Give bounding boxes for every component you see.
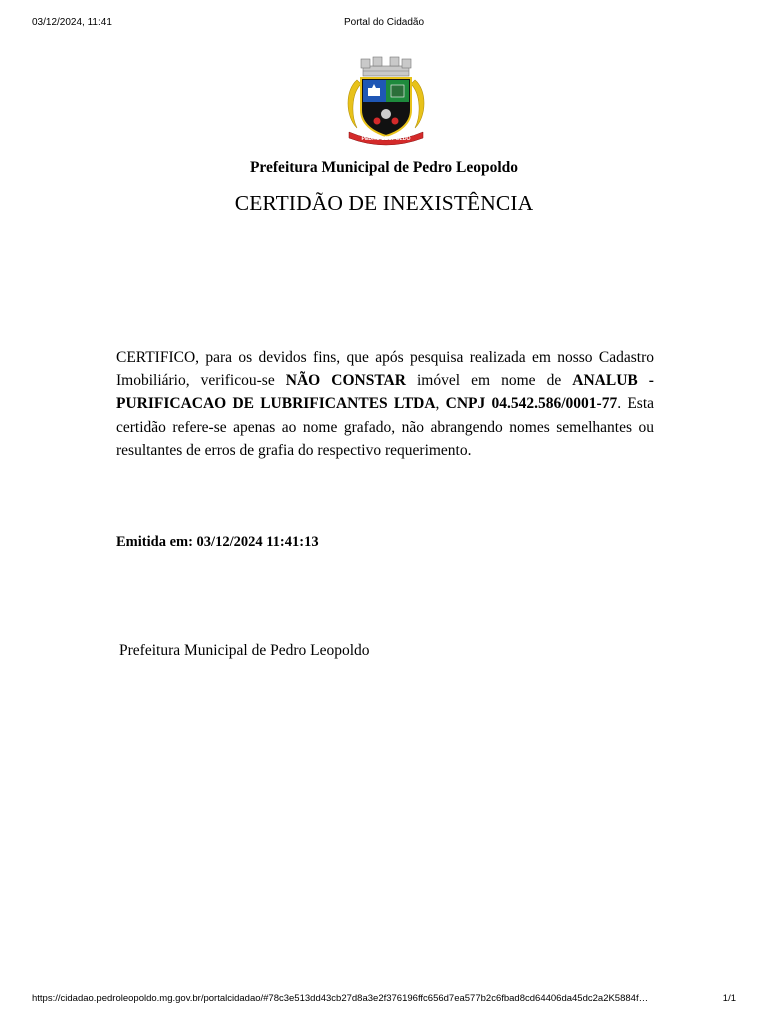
print-page-title: Portal do Cidadão [343,17,425,28]
body-text-part3: , [435,395,446,413]
print-datetime: 03/12/2024, 11:41 [32,17,112,28]
crest-right-ornament [411,80,424,128]
page-count: 1/1 [722,993,736,1004]
company-name: ANALUB - PURIFICACAO DE LUBRIFICANTES LTDA [116,372,654,413]
municipal-crest-logo [339,54,433,146]
certificate-body [116,346,654,462]
print-footer [32,993,736,1007]
body-text-part4: . Esta certidão refere-se apenas ao nome grafado, não abrangendo nomes semelhantes ou resultantes de erros de grafia do respectivo requerimento. [116,395,655,459]
document-title: CERTIDÃO DE INEXISTÊNCIA [234,191,534,215]
print-header [32,17,736,31]
body-text-part1: CERTIFICO, para os devidos fins, que após pesquisa realizada em nosso Cadastro Imobiliário, verificou-se [116,349,654,390]
company-cnpj: CNPJ 04.542.586/0001-77 [445,395,618,413]
crest-shield [361,78,411,136]
page-url: https://cidadao.pedroleopoldo.mg.gov.br/portalcidadao/#78c3e513dd43cb27d8a3e2f376196ffc656d7ea577b2c6fbad8cd6440‌6da45dc2a2K5884f… [32,993,649,1004]
institution-title: Prefeitura Municipal de Pedro Leopoldo [249,159,519,176]
crest-left-ornament [348,80,361,128]
crest-ribbon-text: PEDRO LEOPOLDO [361,136,411,142]
body-text-part2: imóvel em nome de [405,372,573,390]
status-text: NÃO CONSTAR [285,372,406,390]
issued-datetime: Emitida em: 03/12/2024 11:41:13 [116,534,319,550]
signature-institution: Prefeitura Municipal de Pedro Leopoldo [119,642,370,659]
crest-crown [361,57,411,76]
